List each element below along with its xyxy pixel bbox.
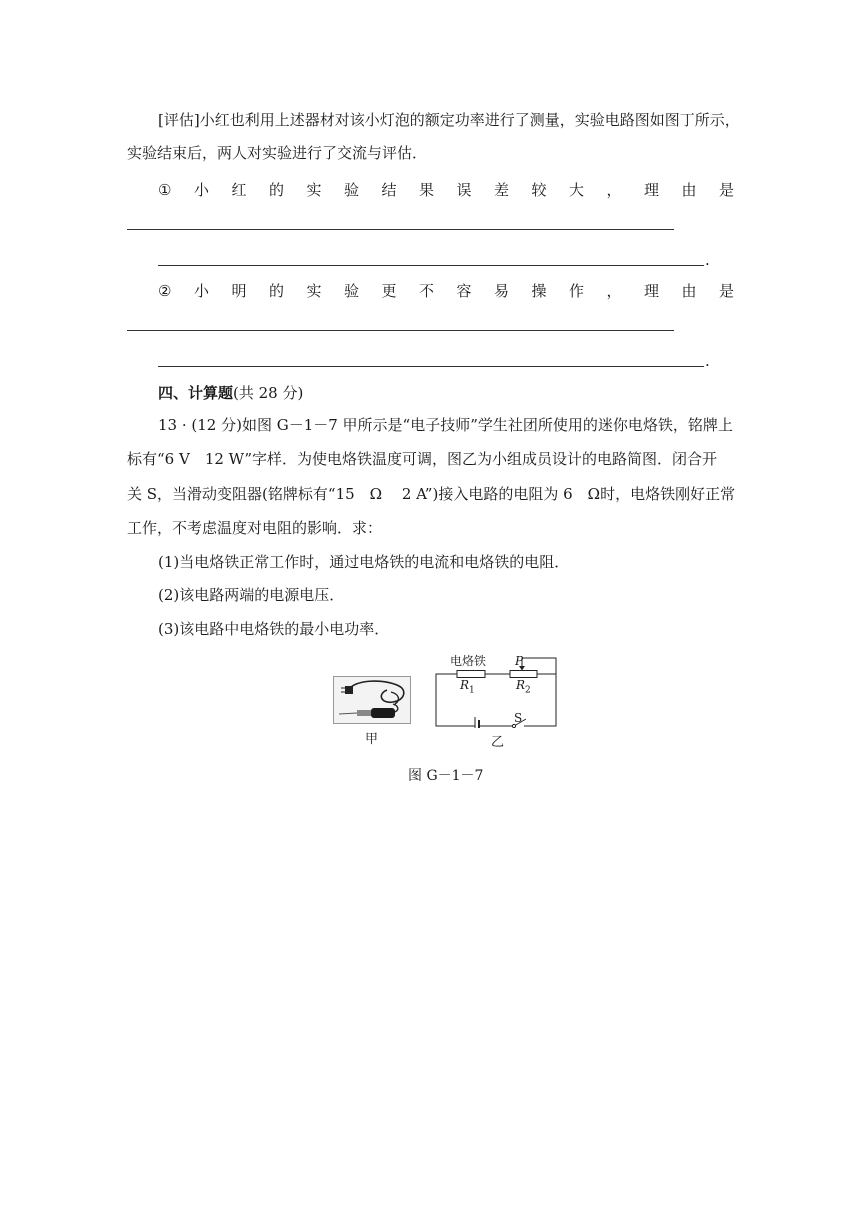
question-1-char: 验 <box>343 181 359 199</box>
iron-label: 电烙铁 <box>450 654 487 668</box>
section-title: 四、计算题 <box>158 384 234 402</box>
slider-p-label: P <box>515 654 524 668</box>
answer-blank-1b[interactable] <box>158 265 704 266</box>
question-2-char: 明 <box>231 282 247 300</box>
sub-question-1: (1)当电烙铁正常工作时，通过电烙铁的电流和电烙铁的电阻． <box>158 553 570 571</box>
figure-label-yi: 乙 <box>491 735 505 750</box>
r1-letter: R <box>460 678 470 692</box>
question-2-char: 操 <box>531 282 547 300</box>
question-2-char: 理 <box>643 282 659 300</box>
section-heading <box>158 383 303 403</box>
question-1-char: 大 <box>568 181 584 199</box>
question-1-char: 果 <box>418 181 434 199</box>
question-2-char: ② <box>158 282 172 300</box>
question-1-prompt <box>158 180 734 200</box>
problem-13-line-2: 标有“6 V 12 W”字样．为使电烙铁温度可调，图乙为小组成员设计的电路简图．闭合开 <box>127 450 718 468</box>
question-1-char: 红 <box>231 181 247 199</box>
question-2-char: 容 <box>456 282 472 300</box>
question-1-char: 理 <box>643 181 659 199</box>
question-2-char: 验 <box>343 282 359 300</box>
answer-blank-2b[interactable] <box>158 366 704 367</box>
question-2-prompt <box>158 281 734 301</box>
problem-13-line-4: 工作，不考虑温度对电阻的影响．求： <box>127 519 383 537</box>
section-points: (共 28 分) <box>233 384 304 402</box>
question-2-char: 易 <box>493 282 509 300</box>
r2-subscript: 2 <box>525 685 531 696</box>
r2-letter: R <box>516 678 526 692</box>
question-1-char: 误 <box>456 181 472 199</box>
question-2-char: 由 <box>681 282 697 300</box>
figure-label-jia: 甲 <box>365 732 379 747</box>
question-2-char: 更 <box>381 282 397 300</box>
question-2-char: 实 <box>306 282 322 300</box>
question-1-char: 差 <box>493 181 509 199</box>
figure-caption: 图 G－1－7 <box>408 768 484 784</box>
question-2-char: ， <box>606 282 622 300</box>
answer-blank-1a[interactable] <box>127 229 674 230</box>
answer-blank-2a[interactable] <box>127 330 674 331</box>
problem-13-line-3: 关 S，当滑动变阻器(铭牌标有“15 Ω 2 A”)接入电路的电阻为 6 Ω时，电烙铁刚好正常 <box>127 485 736 503</box>
soldering-iron-photo <box>333 676 411 724</box>
question-2-char: 是 <box>718 282 734 300</box>
question-2-char: 的 <box>268 282 284 300</box>
question-2-char: 不 <box>418 282 434 300</box>
problem-13-line-1: 13 · (12 分)如图 G－1－7 甲所示是“电子技师”学生社团所使用的迷你电烙铁，铭牌上 <box>158 416 733 434</box>
r1-label <box>460 677 475 698</box>
question-1-char: ① <box>158 181 172 199</box>
sub-question-2: (2)该电路两端的电源电压． <box>158 586 345 604</box>
question-1-char: 的 <box>268 181 284 199</box>
question-1-char: 结 <box>381 181 397 199</box>
r2-label <box>516 677 531 698</box>
question-1-char: 小 <box>193 181 209 199</box>
question-1-char: 由 <box>681 181 697 199</box>
question-1-char: 是 <box>718 181 734 199</box>
period-2: . <box>705 352 710 370</box>
evaluation-intro-line-1: [评估]小红也利用上述器材对该小灯泡的额定功率进行了测量，实验电路图如图丁所示， <box>158 111 740 129</box>
sub-question-3: (3)该电路中电烙铁的最小电功率． <box>158 620 390 638</box>
period-1: . <box>705 251 710 269</box>
evaluation-intro-line-2: 实验结束后，两人对实验进行了交流与评估． <box>127 144 428 162</box>
battery-symbol <box>475 717 479 728</box>
switch-s-label: S <box>514 711 523 725</box>
question-2-char: 作 <box>568 282 584 300</box>
question-2-char: 小 <box>193 282 209 300</box>
question-1-char: 较 <box>531 181 547 199</box>
question-1-char: 实 <box>306 181 322 199</box>
question-1-char: ， <box>606 181 622 199</box>
r1-subscript: 1 <box>469 685 475 696</box>
